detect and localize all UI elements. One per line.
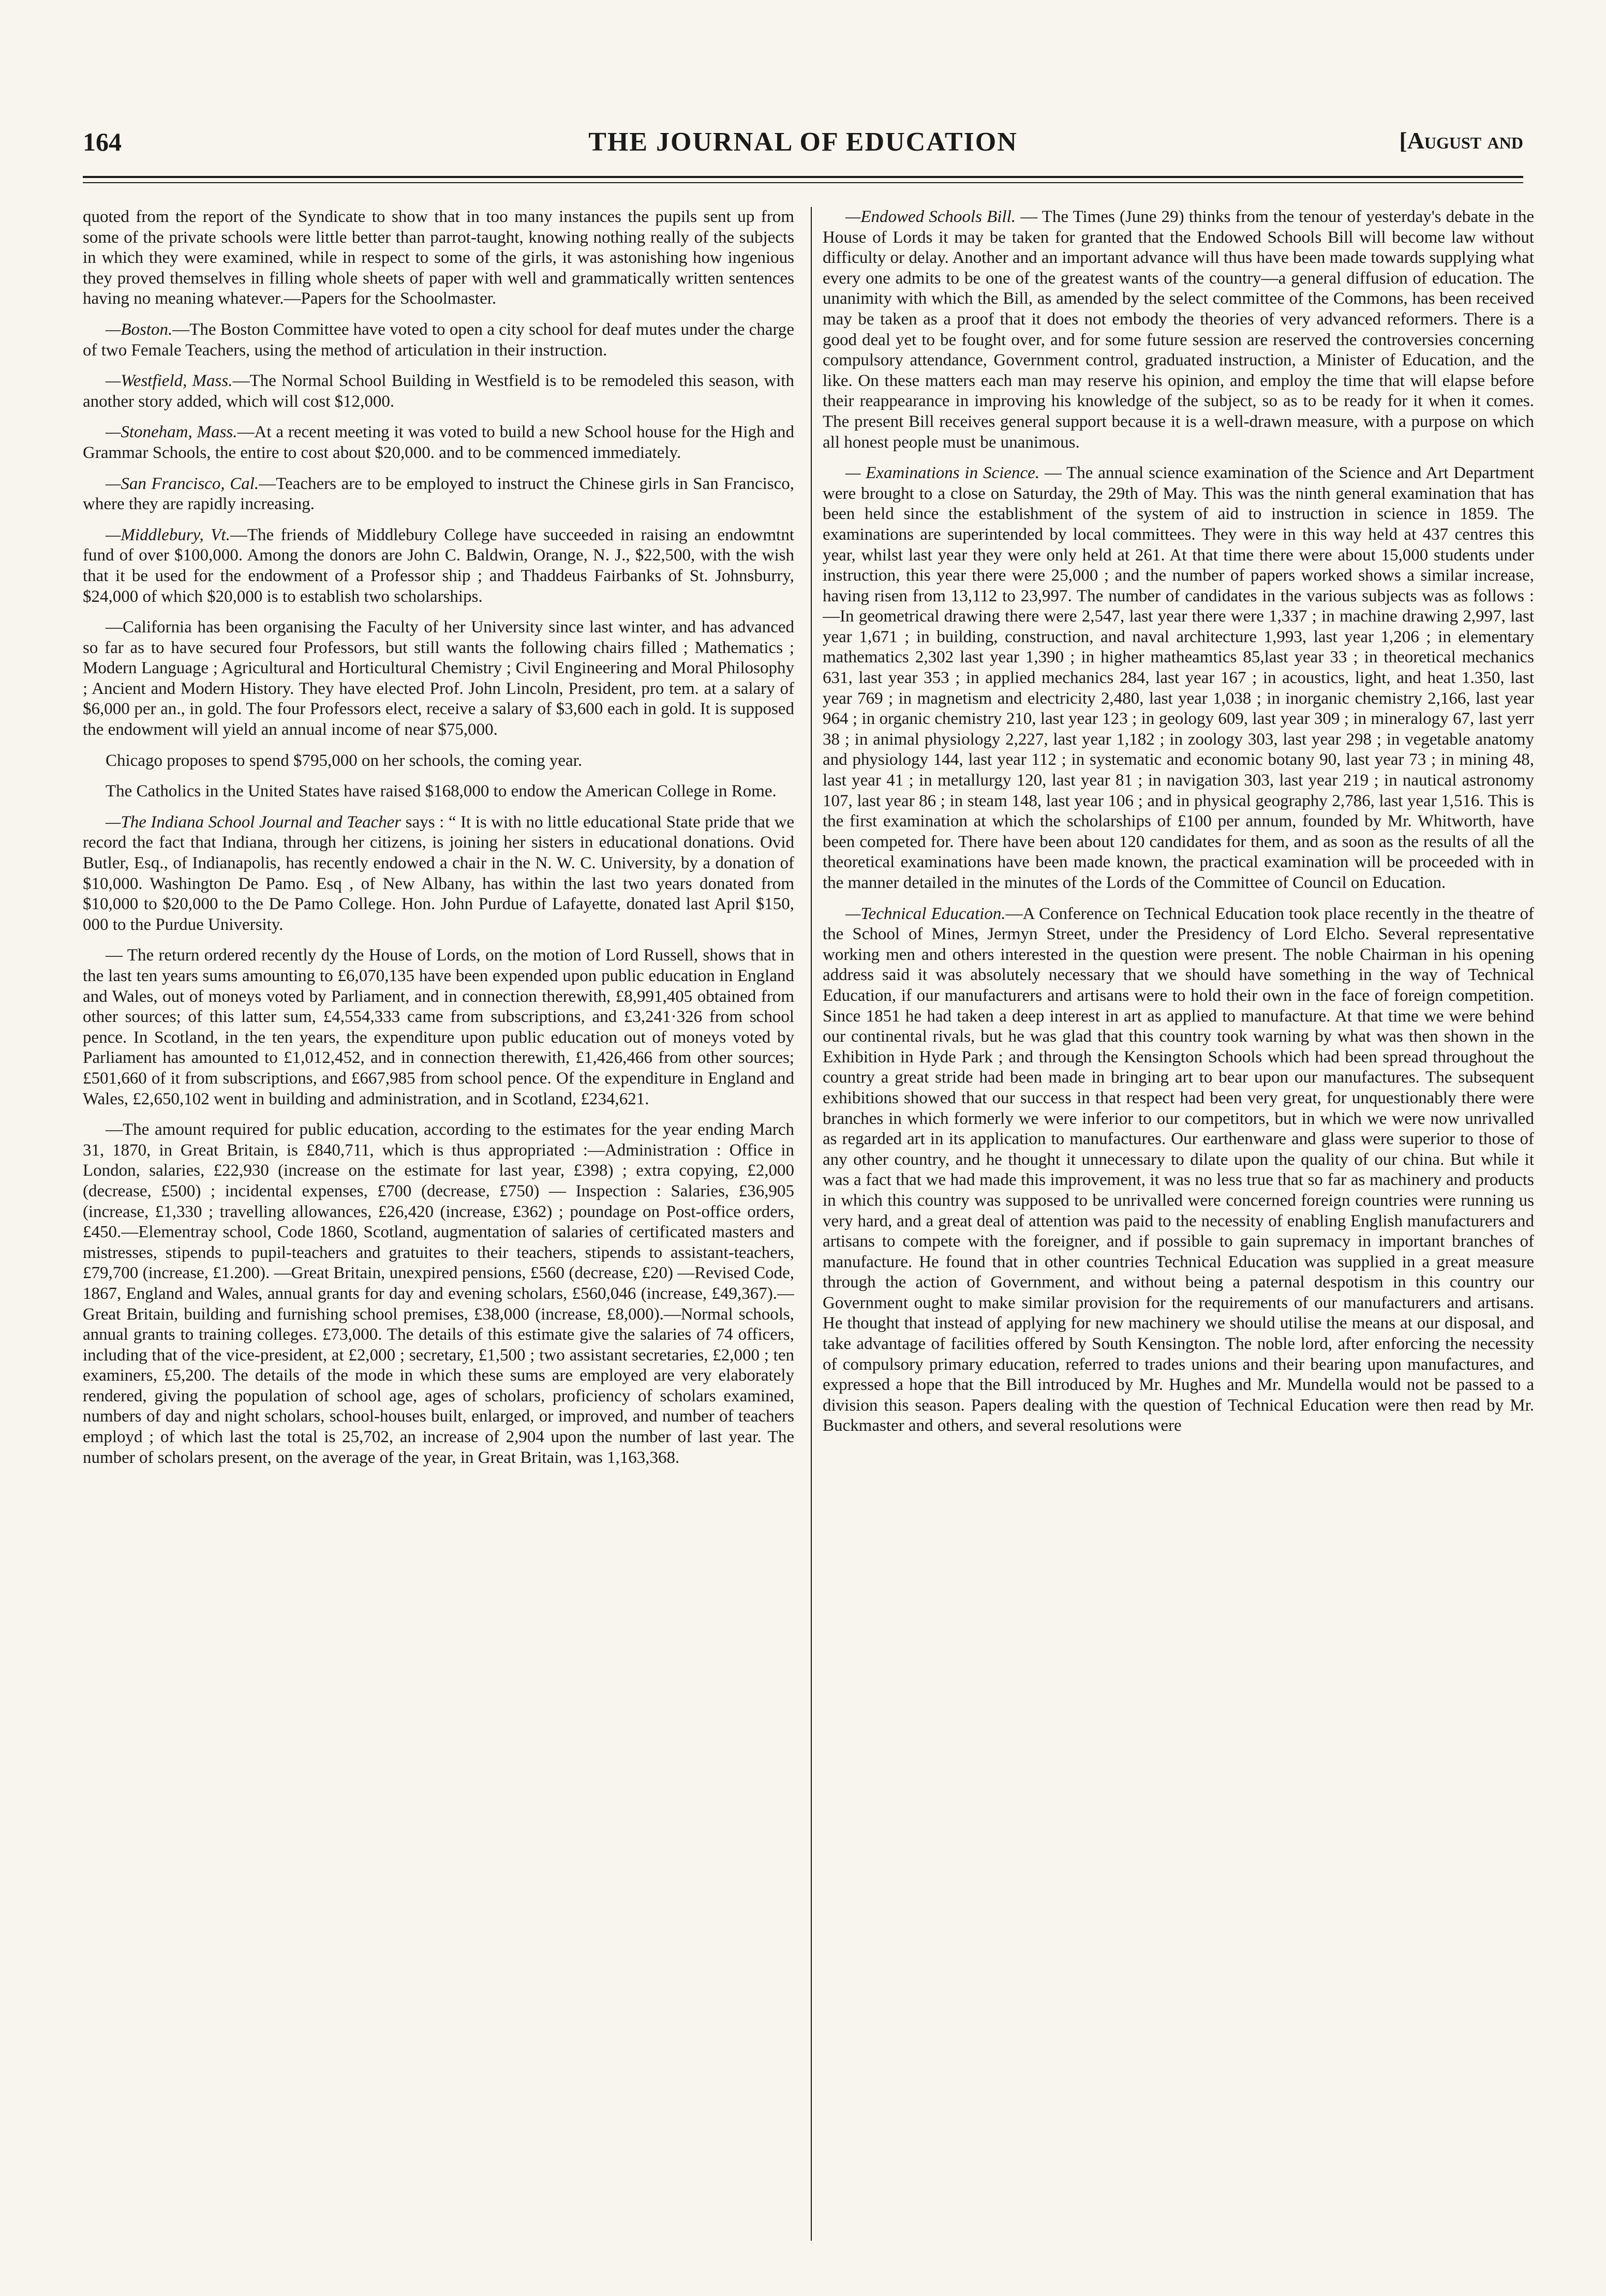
item-text: —California has been organising the Faculty of her University since last winter, and has advanced so far as to have secured four Professors, but still wants the following chairs filled ; Mathematics ; Modern Language ; Agricultural and Horticultural Chemistry ; Civil Engineering and Moral Philosophy ; Ancient and Modern History. They have elected Prof. John Lincoln, President, pro tem. at a salary of $6,000 per an., in gold. The four Professors elect, receive a salary of $3,600 each in gold. It is supposed the endowment will yield an annual income of near $75,000. [83,618,794,739]
header-rule-thin [83,182,1523,183]
item-text: —The Normal School Building in Westfield is to be remodeled this season, with another story added, which will cost $12,000. [83,372,794,411]
item-lead: —Endowed Schools Bill. [845,208,1016,226]
item-text: — The Times (June 29) thinks from the tenour of yesterday's debate in the House of Lords it may be taken for granted that the Endowed Schools Bill will become law without difficulty or delay. Another and an important advance will thus have been made towards supplying what every one admits to be one of the greatest wants of the country—a general diffusion of education. The unanimity with which the Bill, as amended by the select committee of the Commons, has been received may be taken as a proof that it does not embody the theories of very advanced reformers. There is a good deal yet to be fought over, and for some future session are reserved the controversies concerning compulsory attendance, Government control, graduated instruction, a Minister of Education, and the like. On these matters each man may reserve his opinion, and employ the time that will elapse before their reappearance in improving his knowledge of the subject, so as to be ready for it when it comes. The present Bill receives general support because it is a well-drawn measure, with a purpose on which all honest people must be unanimous. [823,208,1534,452]
item-text: —The amount required for public education, according to the estimates for the year ending March 31, 1870, in Great Britain, is £840,711, which is thus appropriated :—Administration : Office in London, salaries, £22,930 (increase on the estimate for last year, £398) ; extra copying, £2,000 (decrease, £500) ; incidental expenses, £700 (decrease, £750) — Inspection : Salaries, £36,905 (increase, £1,330 ; travelling allowances, £26,420 (increase, £362) ; poundage on Post-office orders, £450.—Elementray school, Code 1860, Scotland, augmentation of salaries of certificated masters and mistresses, stipends to pupil-teachers and gratuites to their teachers, stipends to assistant-teachers, £79,700 (increase, £1.200). —Great Britain, unexpired pensions, £560 (decrease, £20) —Revised Code, 1867, England and Wales, annual grants for day and evening scholars, £560,046 (increase, £49,367).—Great Britain, building and furnishing school premises, £38,000 (increase, £8,000).—Normal schools, annual grants to training colleges. £73,000. The details of this estimate give the salaries of 74 officers, including that of the vice-president, at £2,000 ; secretary, £1,500 ; two assistant secretaries, £2,000 ; ten examiners, £5,200. The details of the mode in which these sums are employed are very elaborately rendered, giving the population of school age, ages of scholars, proficiency of scholars examined, numbers of day and night scholars, school-houses built, enlarged, or improved, and number of teachers employd ; of which last the total is 25,702, an increase of 2,904 upon the number of last year. The number of scholars present, on the average of the year, in Great Britain, was 1,163,368. [83,1120,794,1467]
journal-title: THE JOURNAL OF EDUCATION [588,127,1018,157]
news-item [83,781,794,802]
news-item [83,422,794,463]
news-item [83,617,794,740]
item-lead: —Technical Education. [845,904,1006,923]
news-item [823,463,1534,893]
item-text: quoted from the report of the Syndicate to show that in too many instances the pupils sent up from some of the private schools were little better than parrot-taught, knowing nothing really of the subjects in which they were examined, while in respect to some of the girls, it was astonishing how ingenious they proved themselves in filling whole sheets of paper with well and grammatically written sentences having no meaning whatever.—Papers for the Schoolmaster. [83,208,794,308]
column-divider [811,207,812,2241]
news-item [83,474,794,515]
item-text: —A Conference on Technical Education took place recently in the theatre of the School of Mines, Jermyn Street, under the Presidency of Lord Elcho. Several representative working men and others interested in the question were present. The noble Chairman in his opening address said it was absolutely necessary that we should have something in the way of Technical Education, if our manufacturers and artisans were to hold their own in the face of foreign competition. Since 1851 he had taken a deep interest in art as applied to manufacture. At that time we were behind our continental rivals, but he was glad that this country took warning by what was then shown in the Exhibition in Hyde Park ; and through the Kensington Schools which had been spread throughout the country a great stride had been made in bringing art to bear upon our manufactures. The subsequent exhibitions showed that our success in that respect had been very great, for unquestionably there were branches in which formerly we were inferior to our competitors, but in which we were now unrivalled as regarded art in its application to manufactures. Our earthenware and glass were superior to those of any other country, and he thought it unnecessary to dilate upon the quality of our china. But while it was a fact that we had made this improvement, it was no less true that so far as machinery and products in which this country was supposed to be unrivalled were concerned foreign countries were running us very hard, and a great deal of attention was paid to the necessity of enabling English manufacturers and artisans to compete with the foreigner, and if possible to gain supremacy in important branches of manufacture. He found that in other countries Technical Education was supplied in a great measure through the action of Government, and without being a paternal despotism in this country our Government ought to make similar provision for the requirements of our manufacturers and artisans. He thought that instead of applying for new machinery we should utilise the means at our disposal, and take advantage of facilities offered by South Kensington. The noble lord, after enforcing the necessity of compulsory primary education, referred to trades unions and their bearing upon manufactures, and expressed a hope that the Bill introduced by Mr. Hughes and Mr. Mundella would not be passed to a division this season. Papers dealing with the question of Technical Education were then read by Mr. Buckmaster and others, and several resolutions were [823,904,1534,1435]
item-lead: — Examinations in Science. [845,464,1039,483]
item-text: —The friends of Middlebury College have succeeded in raising an endowmtnt fund of over $100,000. Among the donors are John C. Baldwin, Orange, N. J., $22,500, with the wish that it be used for the endowment of a Professor ship ; and Thaddeus Fairbanks of St. Johnsburry, $24,000 of which $20,000 is to establish two scholarships. [83,525,794,606]
item-lead: —The Indiana School Journal and Teacher [106,812,402,832]
item-text: — The annual science examination of the Science and Art Department were brought to a close on Saturday, the 29th of May. This was the ninth general examination that has been held since the establishment of the system of aid to instruction in science in 1859. The examinations are superintended by local committees. They were in this way held at 437 centres this year, whilst last year they were only held at 261. At that time there were about 15,000 students under instruction, this year there were 25,000 ; and the number of papers worked shows a similar increase, having risen from 13,112 to 23,997. The number of candidates in the various subjects was as follows :—In geometrical drawing there were 2,547, last year there were 1,337 ; in machine drawing 2,997, last year 1,671 ; in building, construction, and naval architecture 1,993, last year 1,206 ; in elementary mathematics 2,302 last year 1,390 ; in higher matheamtics 85,last year 33 ; in theoretical mechanics 631, last year 353 ; in applied mechanics 284, last year 167 ; in acoustics, light, and heat 1.350, last year 769 ; in magnetism and electricity 2,480, last year 1,038 ; in inorganic chemistry 2,166, last year 964 ; in organic chemistry 210, last year 123 ; in geology 609, last year 309 ; in mineralogy 67, last yerr 38 ; in animal physiology 2,227, last year 1,182 ; in zoology 303, last year 298 ; in vegetable anatomy and physiology 144, last year 112 ; in systematic and economic botany 90, last year 73 ; in mining 48, last year 41 ; in metallurgy 120, last year 81 ; in navigation 303, last year 219 ; in nautical astronomy 107, last year 86 ; in steam 148, last year 106 ; and in physical geography 2,786, last year 1,516. This is the first examination at which the scholarships of £100 per annum, founded by Mr. Whitworth, have been competed for. There have been about 120 candidates for them, and as soon as the results of all the theoretical examinations have been made known, the practical examination will be proceeded with in the manner detailed in the minutes of the Lords of the Committee of Council on Education. [823,464,1534,892]
news-item [83,525,794,607]
item-text: —At a recent meeting it was voted to build a new School house for the High and Grammar Schools, the entire to cost about $20,000. and to be commenced immediately. [83,423,794,462]
item-lead: —San Francisco, Cal. [106,474,259,493]
issue-label: [August and [1399,127,1523,154]
right-column [823,207,1534,2251]
page-number: 164 [83,127,122,156]
item-lead: —Boston. [106,320,173,339]
item-text: says : “ It is with no little educational State pride that we record the fact that Indiana, through her citizens, is joining her sisters in educational donations. Ovid Butler, Esq., of Indianapolis, has recently endowed a chair in the N. W. C. University, by a donation of $10,000. Washington De Pamo. Esq , of New Albany, has within the last two years donated from $10,000 to $20,000 to the De Pamo College. Hon. John Purdue of Lafayette, donated last April $150, 000 to the Purdue University. [83,812,794,934]
news-item [823,904,1534,1436]
news-item [823,207,1534,453]
news-item [83,812,794,936]
news-item [83,1120,794,1468]
item-text: — The return ordered recently dy the House of Lords, on the motion of Lord Russell, shows that in the last ten years sums amounting to £6,070,135 have been expended upon public education in England and Wales, out of moneys voted by Parliament, and in connection therewith, £8,991,405 obtained from other sources; of this latter sum, £4,554,333 came from subscriptions, and £3,241·326 from school pence. In Scotland, in the ten years, the expenditure upon public education out of moneys voted by Parliament has amounted to £1,012,452, and in connection therewith, £1,426,466 from other sources; £501,660 of it from subscriptions, and £667,985 from school pence. Of the expenditure in England and Wales, £2,650,102 went in building and administration, and in Scotland, £234,621. [83,946,794,1108]
header-rule [83,176,1523,178]
item-text: Chicago proposes to spend $795,000 on her schools, the coming year. [106,751,583,770]
page-header [83,127,1523,163]
item-lead: —Stoneham, Mass. [106,423,237,442]
item-lead: —Westfield, Mass. [106,372,233,391]
news-item [83,371,794,412]
item-text: —Teachers are to be employed to instruct the Chinese girls in San Francisco, where they are rapidly increasing. [83,474,794,514]
news-item [83,945,794,1109]
item-text: —The Boston Committee have voted to open a city school for deaf mutes under the charge of two Female Teachers, using the method of articulation in their instruction. [83,320,794,360]
left-column [83,207,794,2251]
item-lead: —Middlebury, Vt. [106,525,230,544]
news-item [83,751,794,772]
news-item [83,207,794,309]
news-item [83,320,794,361]
item-text: The Catholics in the United States have raised $168,000 to endow the American College in Rome. [106,782,777,801]
